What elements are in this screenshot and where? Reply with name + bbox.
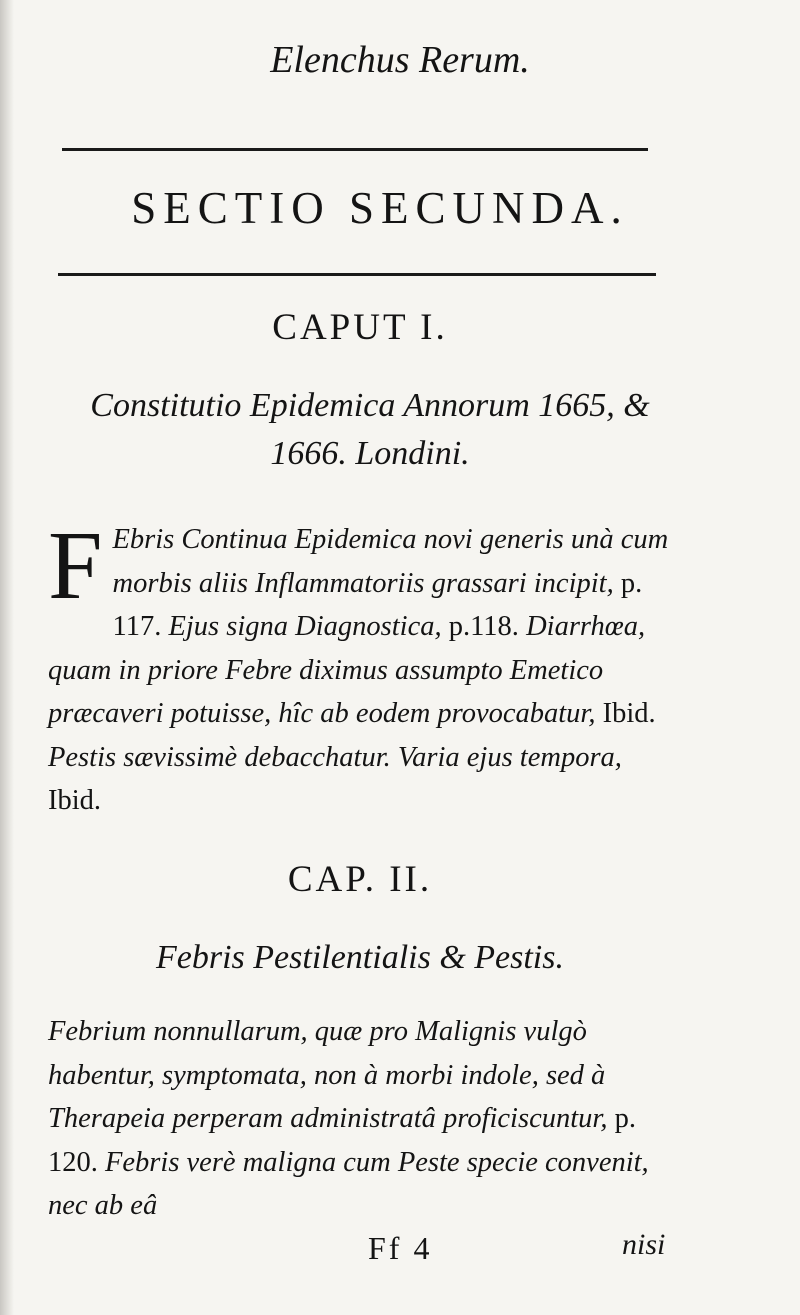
running-title: Elenchus Rerum. <box>270 39 530 81</box>
chapter1-text-4: Pestis sævissimè debacchatur. Varia ejus tempora, <box>48 741 622 773</box>
chapter2-text-2: Febris verè maligna cum Peste specie convenit, nec ab eâ <box>48 1146 649 1221</box>
chapter1-text-2: Ejus signa Diagnostica, <box>161 611 449 642</box>
page-ref: p.118. <box>448 611 519 642</box>
drop-cap: F <box>48 512 103 620</box>
chapter2-text-1: Febrium nonnullarum, quæ pro Malignis vulgò habentur, symptomata, non à morbi indole, sed à Therapeia perperam administratâ proficiscuntur, <box>48 1016 615 1134</box>
chapter1-text-3: Diarrhœa, quam in priore Febre diximus assumpto Emetico præcaveri potuisse, hîc ab eodem provocabatur, <box>48 611 646 729</box>
chapter1-text-1: Ebris Continua Epidemica novi generis unà cum morbis aliis Inflammatoriis grassari incipit, <box>112 524 669 599</box>
page-ref: Ibid. <box>48 785 102 816</box>
catchword: nisi <box>622 1228 666 1261</box>
section-title: SECTIO SECUNDA. <box>131 183 629 233</box>
bottom-rule <box>58 273 656 276</box>
page-ref: p. 120. <box>48 1103 636 1178</box>
chapter1-paragraph <box>48 512 676 823</box>
signature-mark: Ff 4 <box>368 1230 433 1266</box>
chapter1-heading: CAPUT I. <box>272 307 448 348</box>
chapter1-subtitle <box>40 382 700 478</box>
chapter1-subtitle-line2: 1666. Londini. <box>270 435 470 472</box>
page-ref: Ibid. <box>602 698 656 729</box>
page-ref: p. 117. <box>112 567 643 642</box>
top-rule <box>62 148 648 151</box>
chapter2-heading: CAP. II. <box>287 859 433 900</box>
chapter1-subtitle-line1: Constitutio Epidemica Annorum 1665, & <box>90 387 650 424</box>
chapter2-paragraph <box>48 1010 676 1228</box>
chapter2-subtitle: Febris Pestilentialis & Pestis. <box>156 939 564 976</box>
